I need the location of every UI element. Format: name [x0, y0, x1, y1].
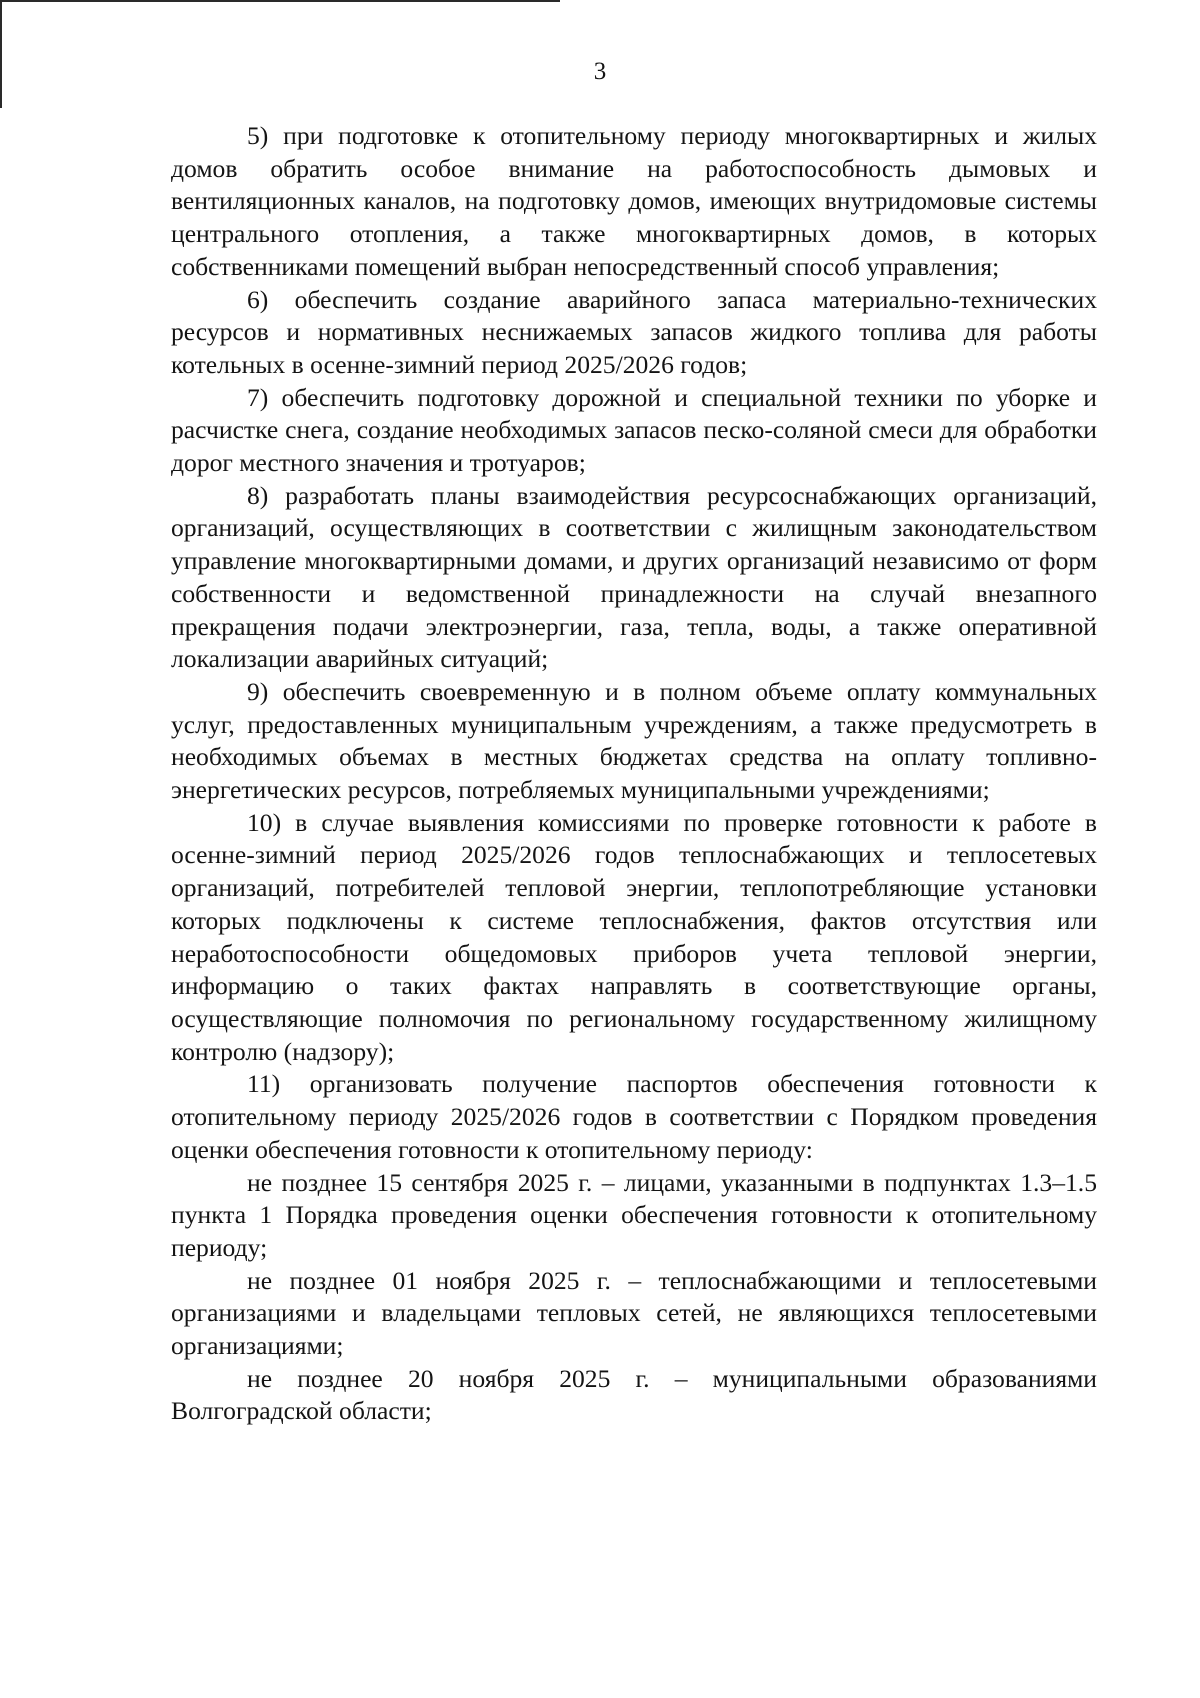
paragraph-item-6: 6) обеспечить создание аварийного запаса материально-технических ресурсов и нормативных неснижаемых запасов жидкого топлива для работы котельных в осенне-зимний период 2025/2026 годов;: [171, 284, 1097, 379]
deadline-nov-20: не позднее 20 ноября 2025 г. – муниципальными образованиями Волгоградской области;: [171, 1363, 1097, 1426]
document-body: [171, 120, 1097, 1428]
scan-edge-left: [0, 0, 2, 108]
paragraph-item-10: 10) в случае выявления комиссиями по проверке готовности к работе в осенне-зимний период 2025/2026 годов теплоснабжающих и теплосетевых организаций, потребителей тепловой энергии, теплопотребляющие установки которых подключены к системе теплоснабжения, фактов отсутствия или неработоспособности общедомовых приборов учета тепловой энергии, информацию о таких фактах направлять в соответствующие органы, осуществляющие полномочия по региональному государственному жилищному контролю (надзору);: [171, 807, 1097, 1066]
paragraph-item-9: 9) обеспечить своевременную и в полном объеме оплату коммунальных услуг, предоставленных муниципальным учреждениям, а также предусмотреть в необходимых объемах в местных бюджетах средства на оплату топливно-энергетических ресурсов, потребляемых муниципальными учреждениями;: [171, 676, 1097, 805]
deadline-sept-15: не позднее 15 сентября 2025 г. – лицами, указанными в подпунктах 1.3–1.5 пункта 1 Порядка проведения оценки обеспечения готовности к отопительному периоду;: [171, 1167, 1097, 1262]
page-number: 3: [593, 58, 607, 85]
paragraph-item-5: 5) при подготовке к отопительному периоду многоквартирных и жилых домов обратить особое внимание на работоспособность дымовых и вентиляционных каналов, на подготовку домов, имеющих внутридомовые системы центрального отопления, а также многоквартирных домов, в которых собственниками помещений выбран непосредственный способ управления;: [171, 121, 1097, 281]
paragraph-item-7: 7) обеспечить подготовку дорожной и специальной техники по уборке и расчистке снега, создание необходимых запасов песко-соляной смеси для обработки дорог местного значения и тротуаров;: [171, 382, 1097, 478]
paragraph-item-8: 8) разработать планы взаимодействия ресурсоснабжающих организаций, организаций, осуществляющих в соответствии с жилищным законодательством управление многоквартирными домами, и других организаций независимо от форм собственности и ведомственной принадлежности на случай внезапного прекращения подачи электроэнергии, газа, тепла, воды, а также оперативной локализации аварийных ситуаций;: [171, 480, 1097, 674]
deadline-nov-01: не позднее 01 ноября 2025 г. – теплоснабжающими и теплосетевыми организациями и владельцами тепловых сетей, не являющихся теплосетевыми организациями;: [171, 1265, 1097, 1361]
scan-edge-top: [0, 0, 560, 2]
paragraph-item-11: 11) организовать получение паспортов обеспечения готовности к отопительному периоду 2025/2026 годов в соответствии с Порядком проведения оценки обеспечения готовности к отопительному периоду:: [171, 1069, 1097, 1164]
